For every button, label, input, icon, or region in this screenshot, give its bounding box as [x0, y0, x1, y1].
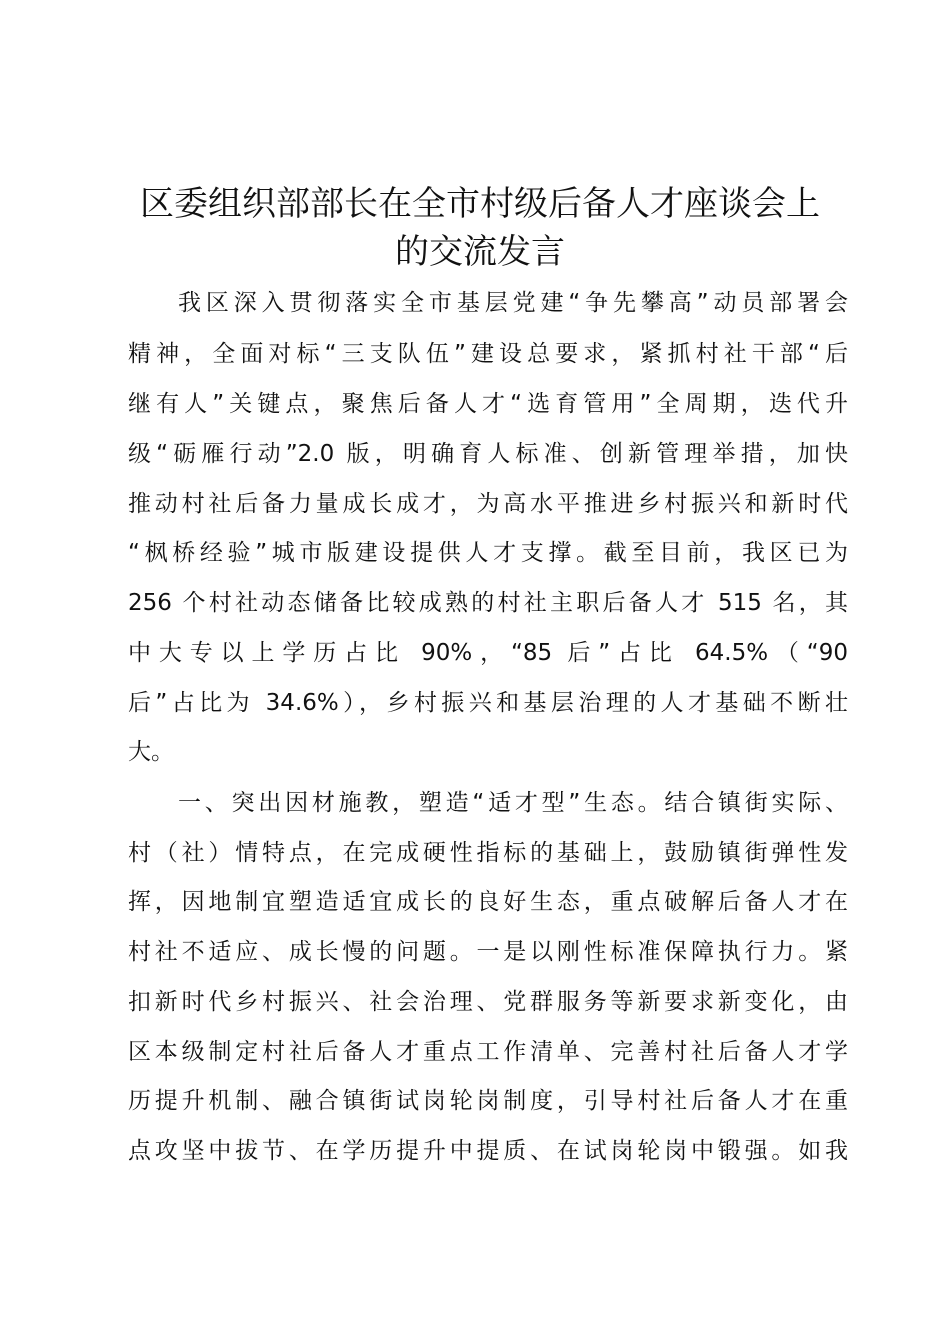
- paragraph-line: 精神，全面对标“三支队伍”建设总要求，紧抓村社干部“后: [128, 341, 848, 367]
- title-line-2: 的交流发言: [395, 232, 565, 272]
- paragraph-line: 历提升机制、融合镇街试岗轮岗制度，引导村社后备人才在重: [128, 1088, 848, 1114]
- paragraph-line: 扣新时代乡村振兴、社会治理、党群服务等新要求新变化，由: [128, 989, 848, 1015]
- paragraph-line: 村（社）情特点，在完成硬性指标的基础上，鼓励镇街弹性发: [128, 840, 848, 866]
- paragraph-line: 点攻坚中拔节、在学历提升中提质、在试岗轮岗中锻强。如我: [128, 1138, 848, 1164]
- title-line-1: 区委组织部部长在全市村级后备人才座谈会上: [140, 184, 820, 224]
- paragraph-line: 256 个村社动态储备比较成熟的村社主职后备人才 515 名，其: [128, 590, 848, 616]
- paragraph-line: 推动村社后备力量成长成才，为高水平推进乡村振兴和新时代: [128, 491, 848, 517]
- paragraph-line: 级“砺雁行动”2.0 版，明确育人标准、创新管理举措，加快: [128, 441, 848, 467]
- paragraph-line: 大。: [128, 739, 174, 765]
- paragraph-line: 村社不适应、成长慢的问题。一是以刚性标准保障执行力。紧: [128, 939, 848, 965]
- paragraph-line: 区本级制定村社后备人才重点工作清单、完善村社后备人才学: [128, 1039, 848, 1065]
- paragraph-line: “枫桥经验”城市版建设提供人才支撑。截至目前，我区已为: [128, 540, 848, 566]
- paragraph-line: 一、突出因材施教，塑造“适才型”生态。结合镇街实际、: [178, 790, 848, 816]
- paragraph-line: 后”占比为 34.6%），乡村振兴和基层治理的人才基础不断壮: [128, 690, 848, 716]
- paragraph-line: 挥，因地制宜塑造适宜成长的良好生态，重点破解后备人才在: [128, 889, 848, 915]
- paragraph-line: 继有人”关键点，聚焦后备人才“选育管用”全周期，迭代升: [128, 391, 848, 417]
- paragraph-line: 中大专以上学历占比 90%，“85 后”占比 64.5%（“90: [128, 640, 848, 666]
- paragraph-line: 我区深入贯彻落实全市基层党建“争先攀高”动员部署会: [178, 290, 848, 316]
- document-title: [110, 180, 850, 276]
